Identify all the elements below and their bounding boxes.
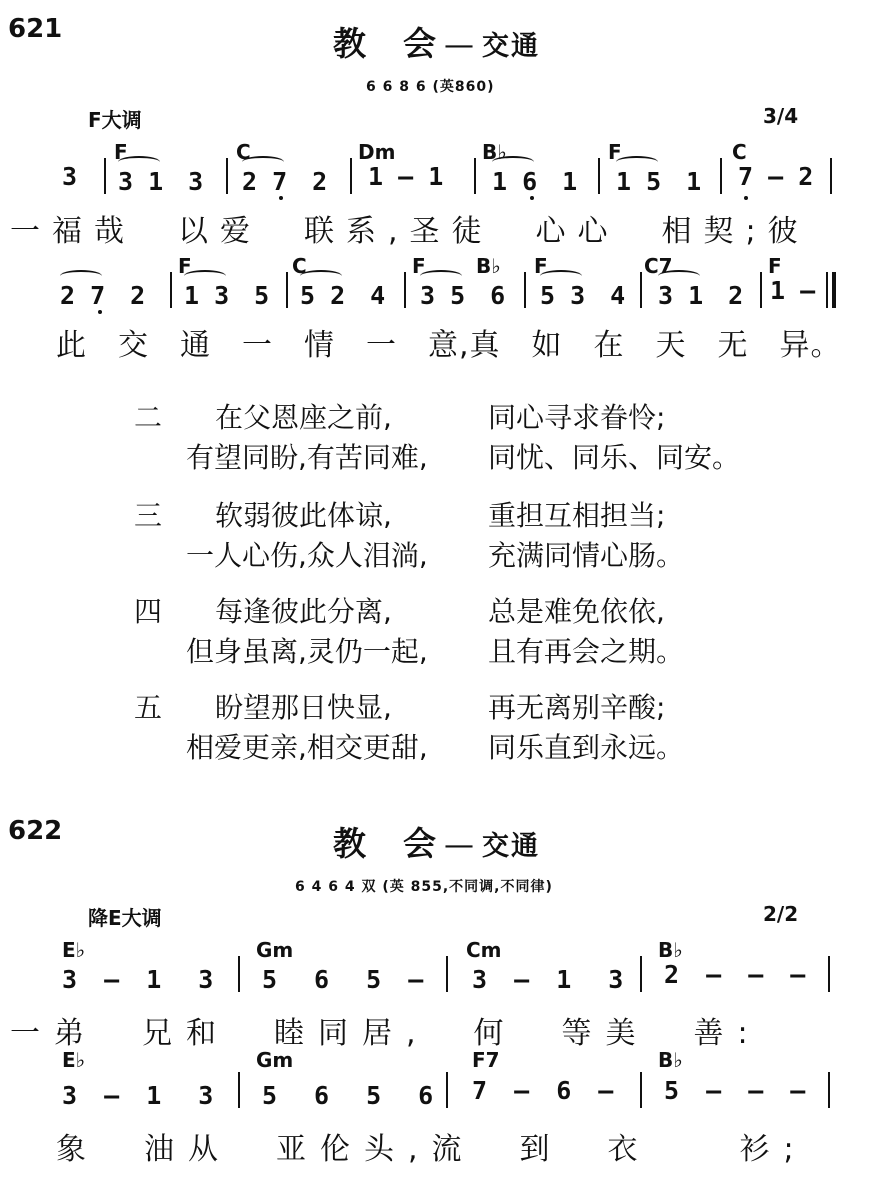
bar-line bbox=[640, 272, 642, 308]
note-group: 3 — 1 3 bbox=[62, 965, 220, 994]
note-group: 5 6 5 — bbox=[262, 965, 430, 994]
verse-line-c: 但身虽离,灵仍一起, bbox=[186, 635, 428, 668]
bar-line bbox=[474, 158, 476, 194]
chord: B♭ bbox=[476, 254, 501, 278]
hymn-number: 622 bbox=[8, 816, 63, 846]
slur bbox=[492, 156, 534, 168]
bar-line bbox=[446, 956, 448, 992]
verse-line-d: 同乐直到永远。 bbox=[488, 731, 685, 764]
time-signature: 3/4 bbox=[763, 104, 799, 128]
verse-line-b: 重担互相担当; bbox=[488, 499, 666, 532]
meter-label: 6 6 8 6 (英860) bbox=[366, 79, 495, 95]
note-group: 7 — 6 — bbox=[472, 1076, 620, 1105]
title-sub: 交通 bbox=[482, 831, 540, 862]
note-group: 3 bbox=[62, 162, 78, 191]
verse-line-a: 每逢彼此分离, bbox=[215, 595, 392, 628]
chord: Dm bbox=[358, 140, 396, 164]
verse-line-c: 一人心伤,众人泪淌, bbox=[186, 539, 428, 572]
note-group: 5 2 4 bbox=[300, 281, 386, 310]
bar-line bbox=[286, 272, 288, 308]
verse-line-a: 软弱彼此体谅, bbox=[215, 499, 392, 532]
note-group: 5 6 5 6 bbox=[262, 1081, 440, 1110]
slur bbox=[616, 156, 658, 168]
note-group: 5 3 4 bbox=[540, 281, 626, 310]
octave-dot bbox=[530, 196, 534, 200]
slur bbox=[60, 270, 102, 282]
verse-line-b: 再无离别辛酸; bbox=[488, 691, 666, 724]
bar-line bbox=[446, 1072, 448, 1108]
hymn-number: 621 bbox=[8, 14, 63, 44]
verse-line-d: 同忧、同乐、同安。 bbox=[488, 441, 741, 474]
bar-line bbox=[828, 956, 830, 992]
note-group: 5 — — — bbox=[664, 1076, 812, 1105]
hymn-title bbox=[333, 18, 540, 65]
slur bbox=[300, 270, 342, 282]
lyric-line: 一弟 兄和 睦同居, 何 等美 善: bbox=[10, 1016, 762, 1051]
chord: C bbox=[732, 140, 747, 164]
note-group: 3 1 3 bbox=[118, 167, 204, 196]
key-signature: F大调 bbox=[88, 108, 142, 132]
octave-dot bbox=[279, 196, 283, 200]
note-group: 1 — bbox=[770, 276, 816, 305]
verse-line-b: 总是难免依依, bbox=[488, 595, 665, 628]
bar-line bbox=[720, 158, 722, 194]
bar-line bbox=[828, 1072, 830, 1108]
bar-line bbox=[640, 956, 642, 992]
chord: E♭ bbox=[62, 938, 86, 962]
chord: Gm bbox=[256, 1048, 294, 1072]
verse-line-c: 相爱更亲,相交更甜, bbox=[186, 731, 428, 764]
note-group: 7 — 2 bbox=[738, 162, 814, 191]
bar-line bbox=[404, 272, 406, 308]
chord: C bbox=[236, 140, 251, 164]
verse-line-b: 同心寻求眷怜; bbox=[488, 401, 666, 434]
octave-dot bbox=[98, 310, 102, 314]
note-group: 2 7 2 bbox=[242, 167, 328, 196]
slur bbox=[118, 156, 160, 168]
chord: F7 bbox=[472, 1048, 500, 1072]
slur bbox=[540, 270, 582, 282]
lyric-line: 象 油从 亚伦头,流 到 衣 衫; bbox=[56, 1132, 808, 1167]
note-group: 3 1 2 bbox=[658, 281, 744, 310]
bar-line bbox=[598, 158, 600, 194]
note-group: 1 — 1 bbox=[368, 162, 444, 191]
note-group: 3 — 1 3 bbox=[472, 965, 630, 994]
key-signature: 降E大调 bbox=[88, 906, 162, 930]
title-main: 教 会 bbox=[333, 824, 438, 863]
verse-line-a: 在父恩座之前, bbox=[215, 401, 392, 434]
note-group: 3 — 1 3 bbox=[62, 1081, 220, 1110]
bar-line bbox=[104, 158, 106, 194]
verse-number: 三 bbox=[134, 499, 163, 532]
chord: F bbox=[608, 140, 622, 164]
note-group: 3 5 6 bbox=[420, 281, 506, 310]
title-main: 教 会 bbox=[333, 24, 438, 63]
verse-line-d: 且有再会之期。 bbox=[488, 635, 685, 668]
chord: E♭ bbox=[62, 1048, 86, 1072]
chord: B♭ bbox=[482, 140, 507, 164]
chord: C bbox=[292, 254, 307, 278]
lyric-line: 一福哉 以爱 联系,圣徒 心心 相契;彼 bbox=[10, 214, 810, 249]
chord: C7 bbox=[644, 254, 673, 278]
slur bbox=[242, 156, 284, 168]
chord: F bbox=[412, 254, 426, 278]
slur bbox=[658, 270, 700, 282]
title-dash: — bbox=[444, 28, 476, 63]
meter-label: 6 4 6 4 双 (英 855,不同调,不同律) bbox=[295, 879, 553, 895]
chord: F bbox=[178, 254, 192, 278]
bar-line bbox=[830, 158, 832, 194]
slur bbox=[420, 270, 462, 282]
bar-line bbox=[226, 158, 228, 194]
bar-line bbox=[350, 158, 352, 194]
note-group: 1 5 1 bbox=[616, 167, 702, 196]
verse-line-a: 盼望那日快显, bbox=[215, 691, 392, 724]
final-bar-line bbox=[832, 272, 836, 308]
bar-line bbox=[170, 272, 172, 308]
chord: F bbox=[534, 254, 548, 278]
title-sub: 交通 bbox=[482, 31, 540, 62]
note-group: 2 — — — bbox=[664, 960, 812, 989]
lyric-line: 此 交 通 一 情 一 意,真 如 在 天 无 异。 bbox=[56, 328, 842, 363]
bar-line bbox=[238, 956, 240, 992]
chord: Gm bbox=[256, 938, 294, 962]
bar-line bbox=[238, 1072, 240, 1108]
bar-line bbox=[826, 272, 828, 308]
verse-number: 二 bbox=[134, 401, 163, 434]
bar-line bbox=[760, 272, 762, 308]
verse-line-c: 有望同盼,有苦同难, bbox=[186, 441, 428, 474]
hymn-title bbox=[333, 818, 540, 865]
octave-dot bbox=[744, 196, 748, 200]
bar-line bbox=[640, 1072, 642, 1108]
note-group: 2 7 2 bbox=[60, 281, 146, 310]
slur bbox=[184, 270, 226, 282]
verse-number: 四 bbox=[134, 595, 163, 628]
bar-line bbox=[524, 272, 526, 308]
verse-line-d: 充满同情心肠。 bbox=[488, 539, 685, 572]
time-signature: 2/2 bbox=[763, 902, 799, 926]
chord: F bbox=[114, 140, 128, 164]
verse-number: 五 bbox=[134, 691, 163, 724]
chord: B♭ bbox=[658, 938, 683, 962]
note-group: 1 3 5 bbox=[184, 281, 270, 310]
chord: B♭ bbox=[658, 1048, 683, 1072]
title-dash: — bbox=[444, 828, 476, 863]
chord: Cm bbox=[466, 938, 502, 962]
chord: F bbox=[768, 254, 782, 278]
note-group: 1 6 1 bbox=[492, 167, 578, 196]
